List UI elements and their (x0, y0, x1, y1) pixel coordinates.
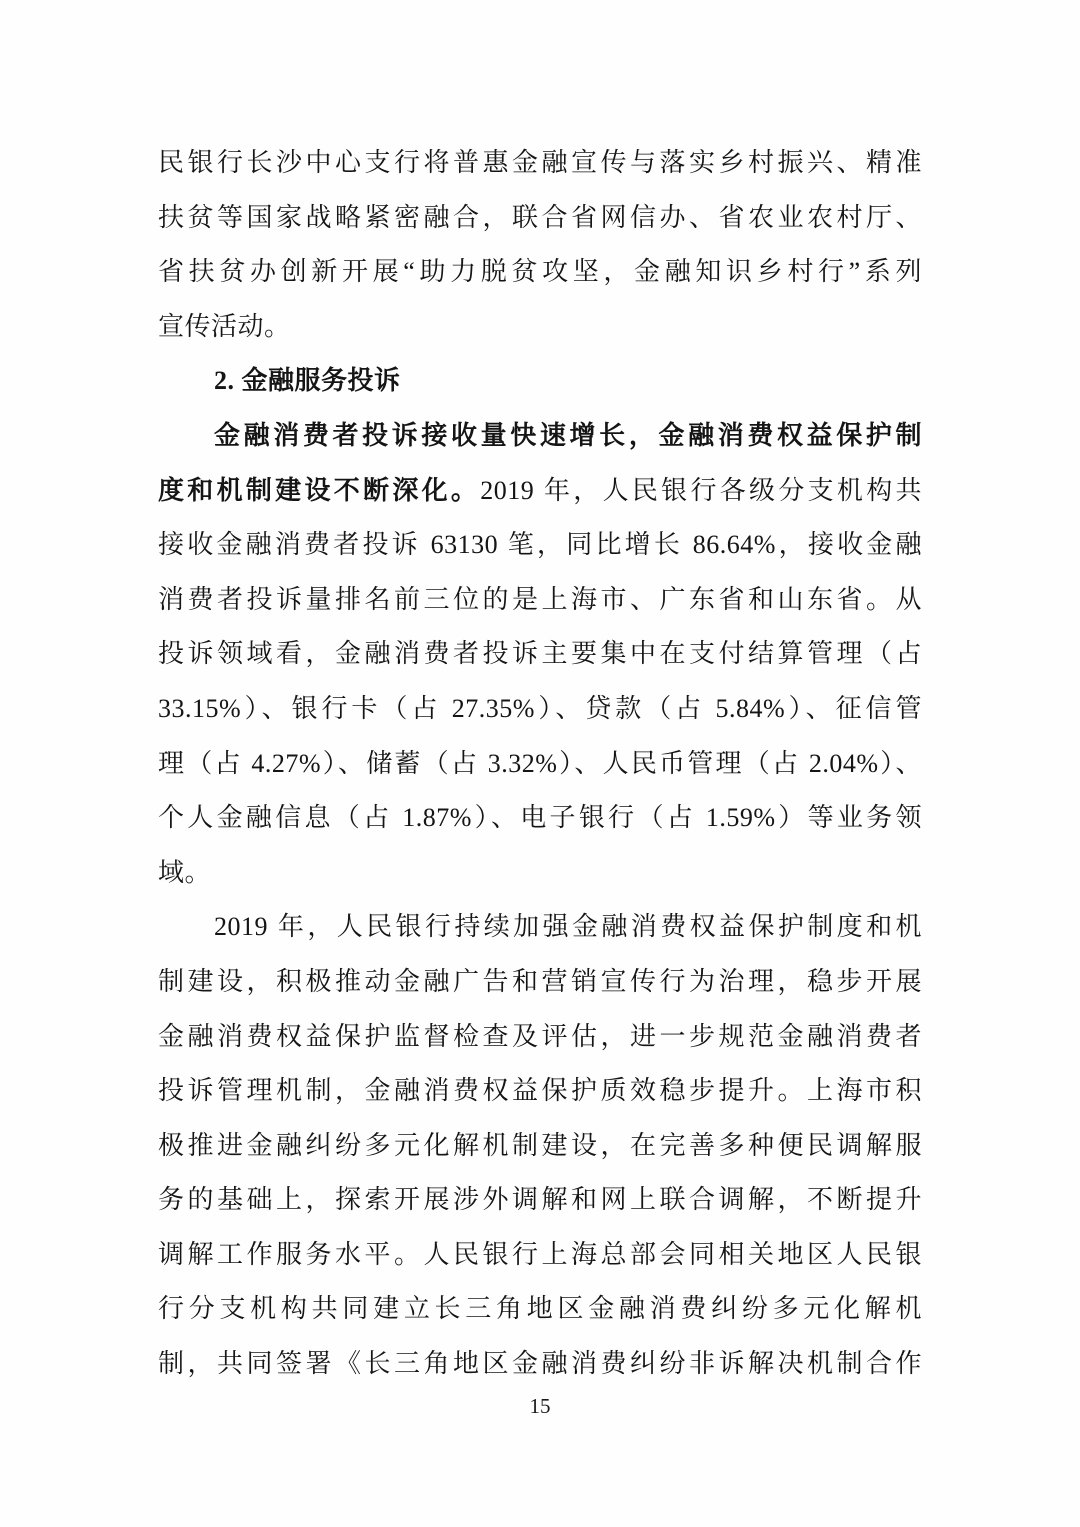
document-body (158, 136, 922, 1392)
text-line (158, 1010, 922, 1065)
page-number: 15 (529, 1394, 551, 1418)
text-segment: 扶贫等国家战略紧密融合，联合省网信办、省农业农村厅、 (158, 202, 922, 232)
bold-text-segment: 2. 金融服务投诉 (214, 366, 401, 396)
text-line (158, 737, 922, 792)
text-line (158, 900, 922, 955)
text-segment: 投诉领域看，金融消费者投诉主要集中在支付结算管理（占 (158, 639, 922, 669)
bold-text-segment: 金融消费者投诉接收量快速增长，金融消费权益保护制 (214, 420, 922, 450)
text-line (158, 573, 922, 628)
section-heading (158, 354, 922, 409)
text-line (158, 682, 922, 737)
text-line (158, 464, 922, 519)
text-segment: 理（占 4.27%）、储蓄（占 3.32%）、人民币管理（占 2.04%）、 (158, 748, 922, 778)
text-segment: 制建设，积极推动金融广告和营销宣传行为治理，稳步开展 (158, 966, 922, 996)
text-segment: 极推进金融纠纷多元化解机制建设，在完善多种便民调解服 (158, 1130, 922, 1160)
text-segment: 域。 (158, 857, 212, 887)
text-segment: 个人金融信息（占 1.87%）、电子银行（占 1.59%）等业务领 (158, 803, 922, 833)
text-segment: 投诉管理机制，金融消费权益保护质效稳步提升。上海市积 (158, 1076, 922, 1106)
text-segment: 省扶贫办创新开展“助力脱贫攻坚，金融知识乡村行”系列 (158, 257, 922, 287)
text-line (158, 245, 922, 300)
text-segment: 行分支机构共同建立长三角地区金融消费纠纷多元化解机 (158, 1294, 922, 1324)
text-line (158, 518, 922, 573)
text-line (158, 1282, 922, 1337)
text-segment: 金融消费权益保护监督检查及评估，进一步规范金融消费者 (158, 1021, 922, 1051)
text-line (158, 136, 922, 191)
text-line (158, 191, 922, 246)
text-line (158, 627, 922, 682)
text-line (158, 955, 922, 1010)
text-line (158, 1337, 922, 1392)
text-line (158, 791, 922, 846)
text-line (158, 300, 922, 355)
bold-text-segment: 度和机制建设不断深化。 (158, 475, 481, 505)
text-line (158, 1119, 922, 1174)
text-segment: 2019 年，人民银行持续加强金融消费权益保护制度和机 (214, 912, 922, 942)
text-segment: 2019 年，人民银行各级分支机构共 (480, 475, 922, 505)
text-segment: 民银行长沙中心支行将普惠金融宣传与落实乡村振兴、精准 (158, 148, 922, 177)
text-line (158, 1064, 922, 1119)
text-segment: 33.15%）、银行卡（占 27.35%）、贷款（占 5.84%）、征信管 (158, 693, 922, 723)
text-line (158, 1228, 922, 1283)
text-segment: 消费者投诉量排名前三位的是上海市、广东省和山东省。从 (158, 584, 922, 614)
text-segment: 接收金融消费者投诉 63130 笔，同比增长 86.64%，接收金融 (158, 530, 922, 560)
text-segment: 务的基础上，探索开展涉外调解和网上联合调解，不断提升 (158, 1185, 922, 1215)
text-segment: 调解工作服务水平。人民银行上海总部会同相关地区人民银 (158, 1239, 922, 1269)
text-segment: 制，共同签署《长三角地区金融消费纠纷非诉解决机制合作 (158, 1349, 922, 1379)
text-segment: 宣传活动。 (158, 311, 291, 341)
text-line (158, 1173, 922, 1228)
text-line (158, 409, 922, 464)
text-line (158, 846, 922, 901)
